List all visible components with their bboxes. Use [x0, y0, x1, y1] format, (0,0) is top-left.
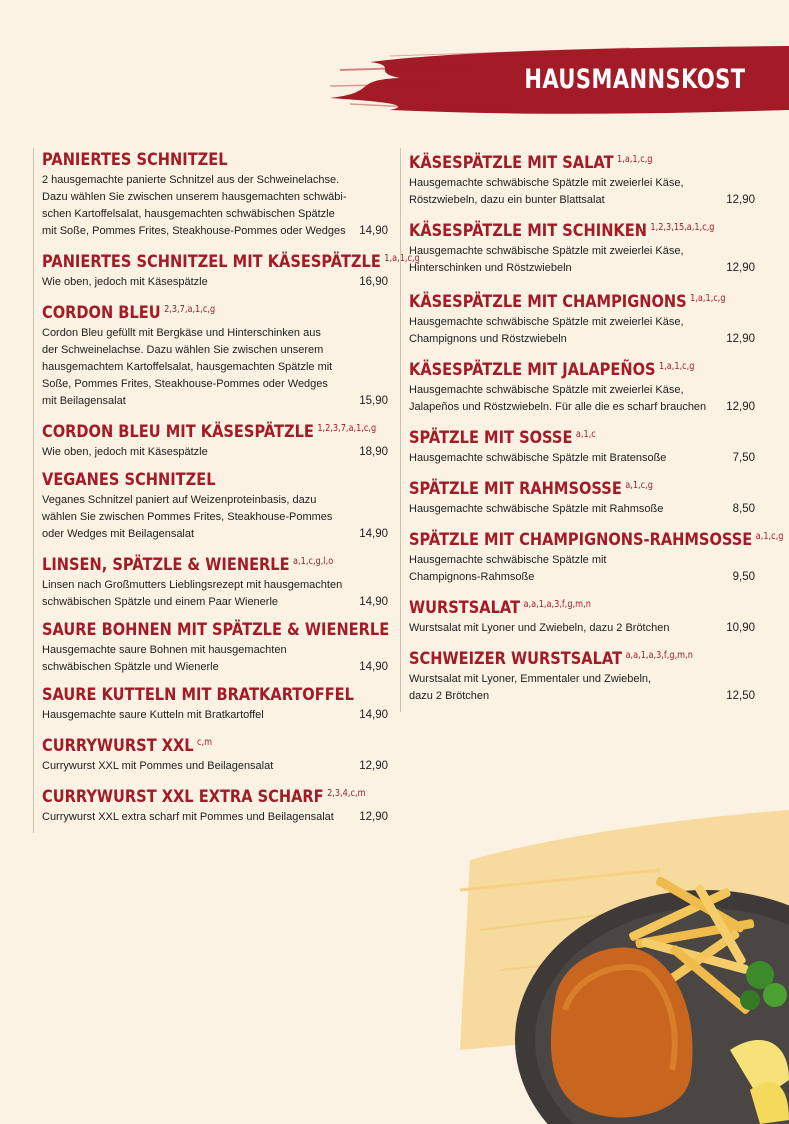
description-line: Dazu wählen Sie zwischen unserem hausgemachten schwäbi- [42, 191, 347, 203]
item-name [409, 423, 710, 450]
description-line: Cordon Bleu gefüllt mit Bergkäse und Hinterschinken aus [42, 327, 321, 339]
item-description [42, 492, 342, 543]
allergen-codes: c,m [197, 737, 213, 748]
item-price: 14,90 [359, 225, 388, 237]
item-price: 10,90 [726, 622, 755, 634]
item-name-text: KÄSESPÄTZLE MIT SALAT [409, 153, 614, 173]
description-line: Hausgemachte schwäbische Spätzle mit [409, 554, 607, 566]
item-name [42, 247, 420, 274]
item-description [42, 444, 342, 461]
description-line: Hausgemachte saure Bohnen mit hausgemachten [42, 644, 287, 656]
allergen-codes: 1,2,3,15,a,1,c,g [650, 222, 715, 233]
description-line: oder Wedges mit Beilagensalat [42, 528, 195, 540]
item-price: 9,50 [732, 571, 755, 583]
item-description [42, 642, 342, 676]
description-line: Hausgemachte schwäbische Spätzle mit Bratensoße [409, 452, 667, 464]
description-line: Champignons und Röstzwiebeln [409, 333, 567, 345]
item-description-row [42, 492, 392, 543]
description-line: Soße, Pommes Frites, Steakhouse-Pommes oder Wedges [42, 378, 328, 390]
menu-column-left [33, 148, 420, 833]
item-name-text: SPÄTZLE MIT CHAMPIGNONS-RAHMSOSSE [409, 530, 753, 550]
menu-item-wurstsalat [409, 593, 759, 637]
description-line: Wie oben, jedoch mit Käsespätzle [42, 276, 208, 288]
item-description [409, 243, 709, 277]
allergen-codes: 1,2,3,7,a,1,c,g [317, 423, 377, 434]
item-description-row [409, 620, 759, 637]
item-name [409, 148, 710, 175]
description-line: Hausgemachte schwäbische Spätzle mit zweierlei Käse, [409, 384, 684, 396]
item-description-row [42, 809, 392, 826]
item-price: 14,90 [359, 528, 388, 540]
description-line: Hausgemachte saure Kutteln mit Bratkartoffel [42, 709, 264, 721]
item-name [42, 468, 343, 492]
description-line: Hausgemachte schwäbische Spätzle mit zweierlei Käse, [409, 177, 684, 189]
item-description [42, 325, 342, 410]
menu-item-currywurst-xxl-extra-scharf [42, 782, 392, 826]
allergen-codes: a,1,c,g,l,o [293, 556, 334, 567]
item-description-row [42, 444, 392, 461]
item-name [42, 550, 343, 577]
item-name [409, 644, 710, 671]
item-name [409, 355, 710, 382]
description-line: mit Beilagensalat [42, 395, 126, 407]
item-description-row [42, 642, 392, 676]
menu-item-linsen-spatzle-wienerle [42, 550, 392, 611]
item-description [409, 620, 709, 637]
item-name-text: CORDON BLEU [42, 303, 161, 323]
description-line: Wurstsalat mit Lyoner, Emmentaler und Zwiebeln, [409, 673, 652, 685]
item-name-text: KÄSESPÄTZLE MIT SCHINKEN [409, 221, 647, 241]
item-price: 14,90 [359, 661, 388, 673]
food-image [460, 800, 789, 1124]
item-name-text: VEGANES SCHNITZEL [42, 470, 216, 490]
item-description [409, 175, 709, 209]
item-description [409, 671, 709, 705]
description-line: 2 hausgemachte panierte Schnitzel aus der Schweinelachse. [42, 174, 340, 186]
header-banner [330, 40, 789, 120]
description-line: wählen Sie zwischen Pommes Frites, Steakhouse-Pommes [42, 511, 333, 523]
item-price: 7,50 [732, 452, 755, 464]
allergen-codes: a,1,c,g [625, 480, 653, 491]
description-line: dazu 2 Brötchen [409, 690, 490, 702]
item-description [42, 577, 342, 611]
item-description-row [409, 501, 759, 518]
description-line: Hinterschinken und Röstzwiebeln [409, 262, 572, 274]
description-line: mit Soße, Pommes Frites, Steakhouse-Pommes oder Wedges [42, 225, 346, 237]
allergen-codes: 2,3,7,a,1,c,g [164, 304, 216, 315]
description-line: Hausgemachte schwäbische Spätzle mit zweierlei Käse, [409, 245, 684, 257]
item-name-text: SAURE BOHNEN MIT SPÄTZLE & WIENERLE [42, 620, 390, 640]
description-line: Hausgemachte schwäbische Spätzle mit Rahmsoße [409, 503, 664, 515]
allergen-codes: 1,a,1,c,g [658, 361, 695, 372]
description-line: Veganes Schnitzel paniert auf Weizenproteinbasis, dazu [42, 494, 317, 506]
item-description [409, 552, 709, 586]
item-description-row [409, 450, 759, 467]
menu-item-kasespatzle-mit-champignons [409, 287, 759, 348]
item-description-row [409, 314, 759, 348]
item-name [42, 683, 354, 707]
item-price: 14,90 [359, 709, 388, 721]
description-line: Wurstsalat mit Lyoner und Zwiebeln, dazu 2 Brötchen [409, 622, 670, 634]
item-price: 12,90 [726, 194, 755, 206]
description-line: schwäbischen Spätzle und einem Paar Wienerle [42, 596, 279, 608]
item-price: 12,90 [359, 811, 388, 823]
item-name-text: KÄSESPÄTZLE MIT JALAPEÑOS [409, 360, 656, 380]
item-price: 12,90 [359, 760, 388, 772]
allergen-codes: a,1,c [575, 429, 596, 440]
item-name-text: LINSEN, SPÄTZLE & WIENERLE [42, 555, 290, 575]
menu-item-saure-kutteln-mit-bratkartoffel [42, 683, 392, 724]
description-line: schen Kartoffelsalat, hausgemachten schwäbischen Spätzle [42, 208, 335, 220]
description-line: schwäbischen Spätzle und Wienerle [42, 661, 219, 673]
item-description [409, 501, 709, 518]
item-description [409, 450, 709, 467]
item-price: 18,90 [359, 446, 388, 458]
item-name [409, 216, 715, 243]
allergen-codes: a,a,1,a,3,f,g,m,n [523, 599, 591, 610]
menu-item-kasespatzle-mit-jalapenos [409, 355, 759, 416]
menu-item-spatzle-mit-sosse [409, 423, 759, 467]
item-name [42, 148, 343, 172]
menu-item-kasespatzle-mit-schinken [409, 216, 759, 277]
description-line: Currywurst XXL extra scharf mit Pommes und Beilagensalat [42, 811, 334, 823]
item-name-text: SAURE KUTTELN MIT BRATKARTOFFEL [42, 685, 354, 705]
allergen-codes: a,a,1,a,3,f,g,m,n [625, 650, 693, 661]
item-name-text: CURRYWURST XXL EXTRA SCHARF [42, 787, 324, 807]
menu-item-spatzle-mit-champignons-rahmsosse [409, 525, 784, 586]
item-price: 12,90 [726, 401, 755, 413]
item-name-text: PANIERTES SCHNITZEL [42, 150, 228, 170]
description-line: hausgemachtem Kartoffelsalat, hausgemachten Spätzle mit [42, 361, 333, 373]
page-title: HAUSMANNSKOST [523, 64, 745, 95]
item-name-text: CORDON BLEU MIT KÄSESPÄTZLE [42, 422, 314, 442]
item-name [409, 593, 710, 620]
item-description-row [409, 671, 759, 705]
menu-item-currywurst-xxl [42, 731, 392, 775]
item-name [42, 782, 366, 809]
item-name [409, 525, 784, 552]
item-name-text: WURSTSALAT [409, 598, 521, 618]
item-price: 8,50 [732, 503, 755, 515]
item-description-row [409, 552, 759, 586]
menu-item-paniertes-schnitzel-mit-kasespatzle [42, 247, 420, 291]
menu-item-saure-bohnen-mit-spatzle-wienerle [42, 618, 392, 676]
item-name-text: CURRYWURST XXL [42, 736, 194, 756]
item-description [42, 172, 347, 240]
menu-item-cordon-bleu [42, 298, 392, 410]
item-description-row [42, 577, 392, 611]
item-description-row [42, 325, 392, 410]
item-description [409, 314, 709, 348]
item-description-row [42, 274, 392, 291]
item-name [42, 417, 377, 444]
allergen-codes: 1,a,1,c,g [690, 293, 726, 304]
item-price: 12,50 [726, 690, 755, 702]
menu-item-cordon-bleu-mit-kasespatzle [42, 417, 392, 461]
item-description [42, 809, 342, 826]
item-price: 16,90 [359, 276, 388, 288]
item-description [42, 274, 342, 291]
menu-item-kasespatzle-mit-salat [409, 148, 759, 209]
item-price: 15,90 [359, 395, 388, 407]
item-price: 12,90 [726, 262, 755, 274]
menu-item-schweizer-wurstsalat [409, 644, 759, 705]
description-line: Jalapeños und Röstzwiebeln. Für alle die es scharf brauchen [409, 401, 707, 413]
item-description-row [409, 175, 759, 209]
menu-column-right [400, 148, 784, 712]
item-description-row [42, 758, 392, 775]
item-name-text: SPÄTZLE MIT RAHMSOSSE [409, 479, 622, 499]
food-plate-illustration [460, 800, 789, 1124]
menu-item-spatzle-mit-rahmsosse [409, 474, 759, 518]
item-name [409, 287, 726, 314]
description-line: Linsen nach Großmutters Lieblingsrezept mit hausgemachten [42, 579, 343, 591]
item-name-text: SPÄTZLE MIT SOSSE [409, 428, 573, 448]
allergen-codes: 1,a,1,c,g [384, 253, 420, 264]
item-description [42, 758, 342, 775]
description-line: Röstzwiebeln, dazu ein bunter Blattsalat [409, 194, 605, 206]
item-price: 14,90 [359, 596, 388, 608]
description-line: der Schweinelachse. Dazu wählen Sie zwischen unserem [42, 344, 324, 356]
item-name [42, 618, 390, 642]
menu-item-veganes-schnitzel [42, 468, 392, 543]
item-description-row [42, 172, 392, 240]
item-description [409, 382, 709, 416]
allergen-codes: 1,a,1,c,g [617, 154, 653, 165]
description-line: Wie oben, jedoch mit Käsespätzle [42, 446, 208, 458]
menu-item-paniertes-schnitzel [42, 148, 392, 240]
description-line: Champignons-Rahmsoße [409, 571, 535, 583]
item-description [42, 707, 342, 724]
item-price: 12,90 [726, 333, 755, 345]
item-name [42, 731, 343, 758]
description-line: Hausgemachte schwäbische Spätzle mit zweierlei Käse, [409, 316, 684, 328]
item-name [42, 298, 343, 325]
item-description-row [409, 382, 759, 416]
item-description-row [409, 243, 759, 277]
item-description-row [42, 707, 392, 724]
allergen-codes: a,1,c,g [755, 531, 784, 542]
item-name [409, 474, 710, 501]
allergen-codes: 2,3,4,c,m [327, 788, 366, 799]
item-name-text: PANIERTES SCHNITZEL MIT KÄSESPÄTZLE [42, 252, 381, 272]
item-name-text: SCHWEIZER WURSTSALAT [409, 649, 623, 669]
description-line: Currywurst XXL mit Pommes und Beilagensalat [42, 760, 274, 772]
item-name-text: KÄSESPÄTZLE MIT CHAMPIGNONS [409, 292, 687, 312]
